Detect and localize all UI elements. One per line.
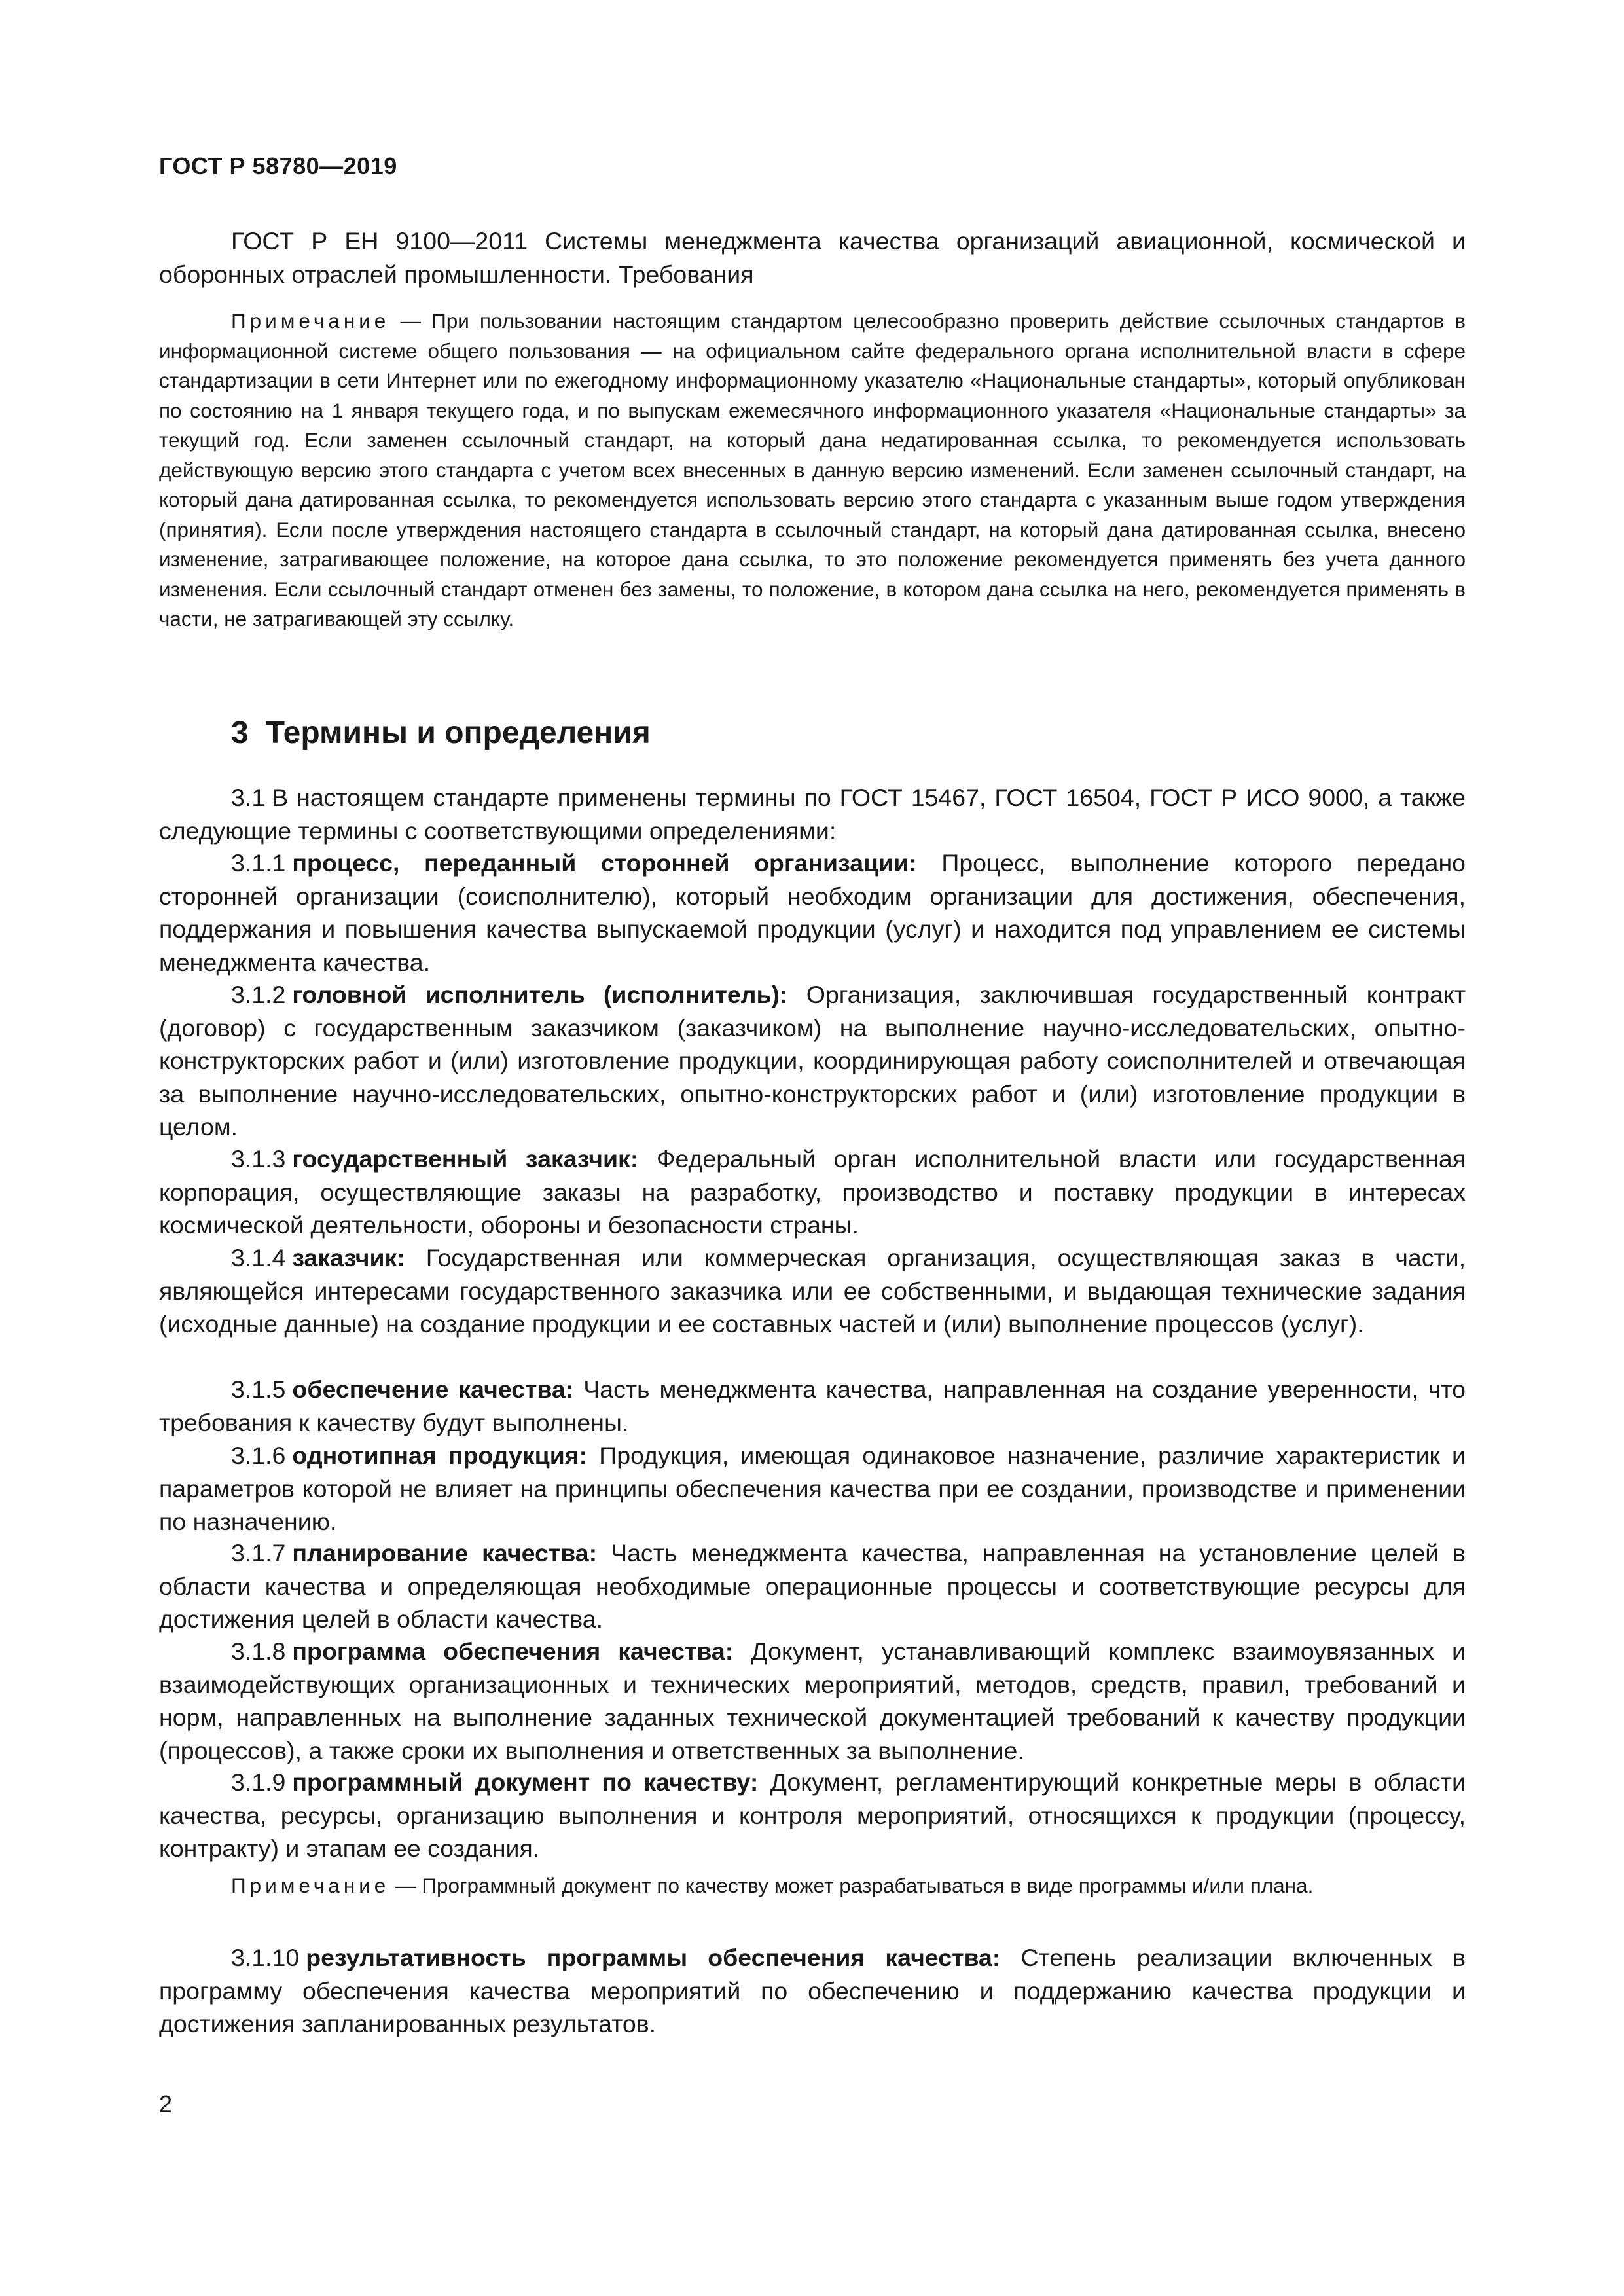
term-3-1-8: [159, 1635, 1466, 1767]
term-title: процесс, переданный сторонней организации:: [292, 849, 917, 877]
term-3-1-3: [159, 1142, 1466, 1242]
term-title: головной исполнитель (исполнитель):: [292, 981, 788, 1008]
term-definition: Процесс, выполнение которого передано сторонней организации (соисполнителю), который необходим организации для достижения, обеспечения, поддержания и повышения качества выпускаемой продукции (услуг) и находится под управлением ее системы менеджмента качества.: [159, 849, 1466, 976]
section-title: Термины и определения: [265, 716, 651, 750]
term-title: обеспечение качества:: [292, 1376, 574, 1403]
term-3-1-2: [159, 978, 1466, 1144]
term-definition: Степень реализации включенных в программу обеспечения качества мероприятий по обеспечению и поддержанию качества продукции и достижения запланированных результатов.: [159, 1944, 1466, 2037]
term-definition: Часть менеджмента качества, направленная на создание уверенности, что требования к качеству будут выполнены.: [159, 1376, 1466, 1436]
note-label: Примечание: [231, 309, 390, 333]
clause-number: 3.1: [231, 784, 266, 811]
term-number: 3.1.9: [231, 1768, 286, 1796]
note-quality-document: [159, 1871, 1466, 1901]
term-title: государственный заказчик:: [292, 1145, 639, 1173]
term-definition: Организация, заключившая государственный контракт (договор) с государственным заказчиком (заказчиком) на выполнение научно-исследовательских, опытно-конструкторских работ и (или) изготовление продукции, координирующая работу соисполнителей и отвечающая за выполнение научно-исследовательских, опытно-конструкторских работ и (или) изготовление продукции в целом.: [159, 981, 1466, 1140]
term-3-1-5: [159, 1373, 1466, 1439]
term-number: 3.1.8: [231, 1637, 286, 1665]
term-3-1-6: [159, 1439, 1466, 1539]
term-definition: Продукция, имеющая одинаковое назначение, различие характеристик и параметров которой не влияет на принципы обеспечения качества при ее создании, производстве и применении по назначению.: [159, 1442, 1466, 1535]
term-title: заказчик:: [292, 1244, 405, 1271]
term-number: 3.1.7: [231, 1539, 286, 1567]
term-number: 3.1.4: [231, 1244, 286, 1271]
note-label: Примечание: [231, 1874, 390, 1897]
term-title: программный документ по качеству:: [292, 1768, 759, 1796]
page-number: 2: [159, 2090, 173, 2117]
note-text: — Программный документ по качеству может разрабатываться в виде программы и/или плана.: [395, 1874, 1314, 1897]
term-3-1-10: [159, 1941, 1466, 2041]
term-3-1-1: [159, 847, 1466, 979]
term-title: однотипная продукция:: [292, 1442, 588, 1469]
document-code-header: ГОСТ Р 58780—2019: [159, 153, 397, 179]
term-definition: Документ, регламентирующий конкретные меры в области качества, ресурсы, организацию выполнения и контроля мероприятий, относящихся к продукции (процессу, контракту) и этапам ее создания.: [159, 1768, 1466, 1862]
term-definition: Государственная или коммерческая организация, осуществляющая заказ в части, являющейся интересами государственного заказчика или ее собственными, и выдающая технические задания (исходные данные) на создание продукции и ее составных частей и (или) выполнение процессов (услуг).: [159, 1244, 1466, 1338]
term-definition: Документ, устанавливающий комплекс взаимоувязанных и взаимодействующих организационных и технических мероприятий, методов, средств, правил, требований и норм, направленных на выполнение заданных технической документацией требований к качеству продукции (процессов), а также сроки их выполнения и ответственных за выполнение.: [159, 1637, 1466, 1764]
section-heading: [231, 714, 651, 753]
normative-reference-entry: ГОСТ Р ЕН 9100—2011 Системы менеджмента качества организаций авиационной, космической и оборонных отраслей промышленности. Требования: [159, 227, 1466, 288]
term-3-1-9: [159, 1766, 1466, 1865]
term-number: 3.1.6: [231, 1442, 286, 1469]
note-text: — При пользовании настоящим стандартом целесообразно проверить действие ссылочных стандартов в информационной системе общего пользования — на официальном сайте федерального органа исполнительной власти в сфере стандартизации в сети Интернет или по ежегодному информационному указателю «Национальные стандарты», который опубликован по состоянию на 1 января текущего года, и по выпускам ежемесячного информационного указателя «Национальные стандарты» за текущий год. Если заменен ссылочный стандарт, на который дана недатированная ссылка, то рекомендуется использовать действующую версию этого стандарта с учетом всех внесенных в данную версию изменений. Если заменен ссылочный стандарт, на который дана датированная ссылка, то рекомендуется использовать версию этого стандарта с указанным выше годом утверждения (принятия). Если после утверждения настоящего стандарта в ссылочный стандарт, на который дана датированная ссылка, внесено изменение, затрагивающее положение, на которое дана ссылка, то это положение рекомендуется применять без учета данного изменения. Если ссылочный стандарт отменен без замены, то положение, в котором дана ссылка на него, рекомендуется применять в части, не затрагивающей эту ссылку.: [159, 309, 1466, 630]
term-title: программа обеспечения качества:: [292, 1637, 734, 1665]
term-number: 3.1.2: [231, 981, 286, 1008]
term-number: 3.1.10: [231, 1944, 300, 1971]
clause-3-1: [159, 781, 1466, 847]
term-number: 3.1.1: [231, 849, 286, 877]
term-3-1-7: [159, 1537, 1466, 1636]
term-title: планирование качества:: [292, 1539, 598, 1567]
clause-text: В настоящем стандарте применены термины по ГОСТ 15467, ГОСТ 16504, ГОСТ Р ИСО 9000, а также следующие термины с соответствующими определениями:: [159, 784, 1466, 845]
term-number: 3.1.3: [231, 1145, 286, 1173]
section-number: 3: [231, 716, 249, 750]
term-definition: Федеральный орган исполнительной власти или государственная корпорация, осуществляющие заказы на разработку, производство и поставку продукции в интересах космической деятельности, обороны и безопасности страны.: [159, 1145, 1466, 1239]
note-references: [159, 306, 1466, 634]
term-3-1-4: [159, 1241, 1466, 1341]
term-definition: Часть менеджмента качества, направленная на установление целей в области качества и определяющая необходимые операционные процессы и соответствующие ресурсы для достижения целей в области качества.: [159, 1539, 1466, 1633]
term-title: результативность программы обеспечения качества:: [306, 1944, 1001, 1971]
term-number: 3.1.5: [231, 1376, 286, 1403]
